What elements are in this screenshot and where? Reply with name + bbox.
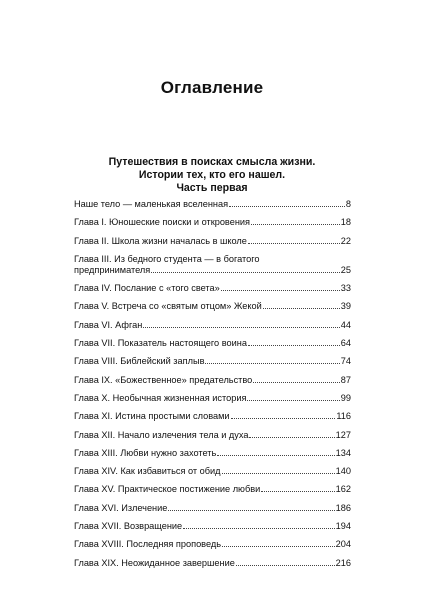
toc-entry-title: Глава XII. Начало излечения тела и духа <box>74 429 249 440</box>
toc-entry-title: Глава XVI. Излечение <box>74 502 168 513</box>
toc-entry-page: 64 <box>340 338 351 349</box>
toc-entry-page: 186 <box>335 502 351 513</box>
toc-entry-page: 99 <box>340 392 351 403</box>
toc-entry-title: Глава IX. «Божественное» предательство <box>74 374 253 385</box>
toc-entry-title: Глава I. Юношеские поиски и откровения <box>74 217 251 228</box>
toc-entry-page: 140 <box>335 466 351 477</box>
toc-entry[interactable] <box>74 283 351 294</box>
dot-leader <box>183 528 334 529</box>
toc-entry[interactable] <box>74 393 351 404</box>
toc-entry-page: 127 <box>335 429 351 440</box>
part-heading <box>60 156 364 196</box>
toc-entry[interactable] <box>74 199 351 210</box>
toc-entry[interactable] <box>74 521 351 532</box>
toc-entry-title: Глава VI. Афган <box>74 319 143 330</box>
toc-entry-title: Глава IV. Послание с «того света» <box>74 283 220 294</box>
toc-entry-page: 22 <box>340 235 351 246</box>
toc-entry[interactable] <box>74 430 351 441</box>
toc-entry[interactable] <box>74 484 351 495</box>
dot-leader <box>253 382 339 383</box>
dot-leader <box>221 290 340 291</box>
toc-entry-page: 116 <box>336 411 351 422</box>
toc-entry-title: Глава II. Школа жизни началась в школе <box>74 235 247 246</box>
dot-leader <box>217 455 334 456</box>
dot-leader <box>247 400 339 401</box>
toc-entry[interactable] <box>74 558 351 569</box>
toc-entry-page: 39 <box>340 301 351 312</box>
toc-entry-page: 33 <box>340 283 351 294</box>
toc-entry-title: Глава XIII. Любви нужно захотеть <box>74 447 217 458</box>
dot-leader <box>236 565 335 566</box>
toc-entry-page: 134 <box>335 447 351 458</box>
dot-leader <box>249 437 334 438</box>
toc-entry-title: Глава XV. Практическое постижение любви <box>74 484 261 495</box>
dot-leader <box>229 206 345 207</box>
table-of-contents <box>74 199 351 576</box>
dot-leader <box>143 327 339 328</box>
toc-entry[interactable] <box>74 539 351 550</box>
dot-leader <box>231 418 336 419</box>
toc-entry-page: 194 <box>335 521 351 532</box>
toc-entry[interactable] <box>74 411 351 422</box>
dot-leader <box>248 243 340 244</box>
toc-entry-page: 44 <box>340 319 351 330</box>
toc-entry[interactable] <box>74 254 351 276</box>
dot-leader <box>263 308 340 309</box>
toc-entry-title: предпринимателя <box>74 264 151 275</box>
dot-leader <box>248 345 340 346</box>
toc-entry-title: Наше тело — маленькая вселенная <box>74 199 229 209</box>
toc-entry-title: Глава V. Встреча со «святым отцом» Жекой <box>74 301 262 312</box>
toc-entry-title-line-1: Глава III. Из бедного студента — в богатого <box>74 253 260 264</box>
toc-entry[interactable] <box>74 503 351 514</box>
toc-entry[interactable] <box>74 320 351 331</box>
page-title: Оглавление <box>160 78 264 97</box>
dot-leader <box>261 491 334 492</box>
toc-entry-page: 204 <box>335 539 351 550</box>
dot-leader <box>251 224 340 225</box>
toc-entry-title: Глава VIII. Библейский заплыв <box>74 356 205 367</box>
part-heading-line-3: Часть первая <box>176 182 248 195</box>
toc-entry-page: 74 <box>340 356 351 367</box>
toc-entry-title: Глава X. Необычная жизненная история <box>74 392 247 403</box>
toc-entry-title: Глава XI. Истина простыми словами <box>74 411 230 422</box>
toc-entry[interactable] <box>74 236 351 247</box>
toc-entry[interactable] <box>74 466 351 477</box>
toc-entry-title: Глава XIX. Неожиданное завершение <box>74 557 235 568</box>
toc-entry-title: Глава XIV. Как избавиться от обид <box>74 466 221 477</box>
part-heading-line-1: Путешествия в поисках смысла жизни. <box>108 156 316 168</box>
dot-leader <box>222 473 335 474</box>
toc-entry[interactable] <box>74 338 351 349</box>
dot-leader <box>222 546 335 547</box>
toc-entry-page: 87 <box>340 374 351 385</box>
toc-entry[interactable] <box>74 375 351 386</box>
toc-entry[interactable] <box>74 356 351 367</box>
dot-leader <box>168 510 334 511</box>
dot-leader <box>205 363 339 364</box>
dot-leader <box>151 272 340 273</box>
toc-entry-title: Глава XVII. Возвращение <box>74 521 183 532</box>
part-heading-line-2: Истории тех, кто его нашел. <box>138 169 286 182</box>
toc-entry-page: 162 <box>335 484 351 495</box>
toc-entry-page: 18 <box>340 217 351 228</box>
toc-entry[interactable] <box>74 217 351 228</box>
toc-entry[interactable] <box>74 448 351 459</box>
toc-entry-page: 216 <box>335 557 351 568</box>
toc-entry[interactable] <box>74 301 351 312</box>
toc-entry-title: Глава XVIII. Последняя проповедь <box>74 539 222 550</box>
toc-entry-page: 25 <box>340 264 351 275</box>
toc-entry-page: 8 <box>345 199 351 209</box>
toc-entry-title: Глава VII. Показатель настоящего воина <box>74 338 247 349</box>
